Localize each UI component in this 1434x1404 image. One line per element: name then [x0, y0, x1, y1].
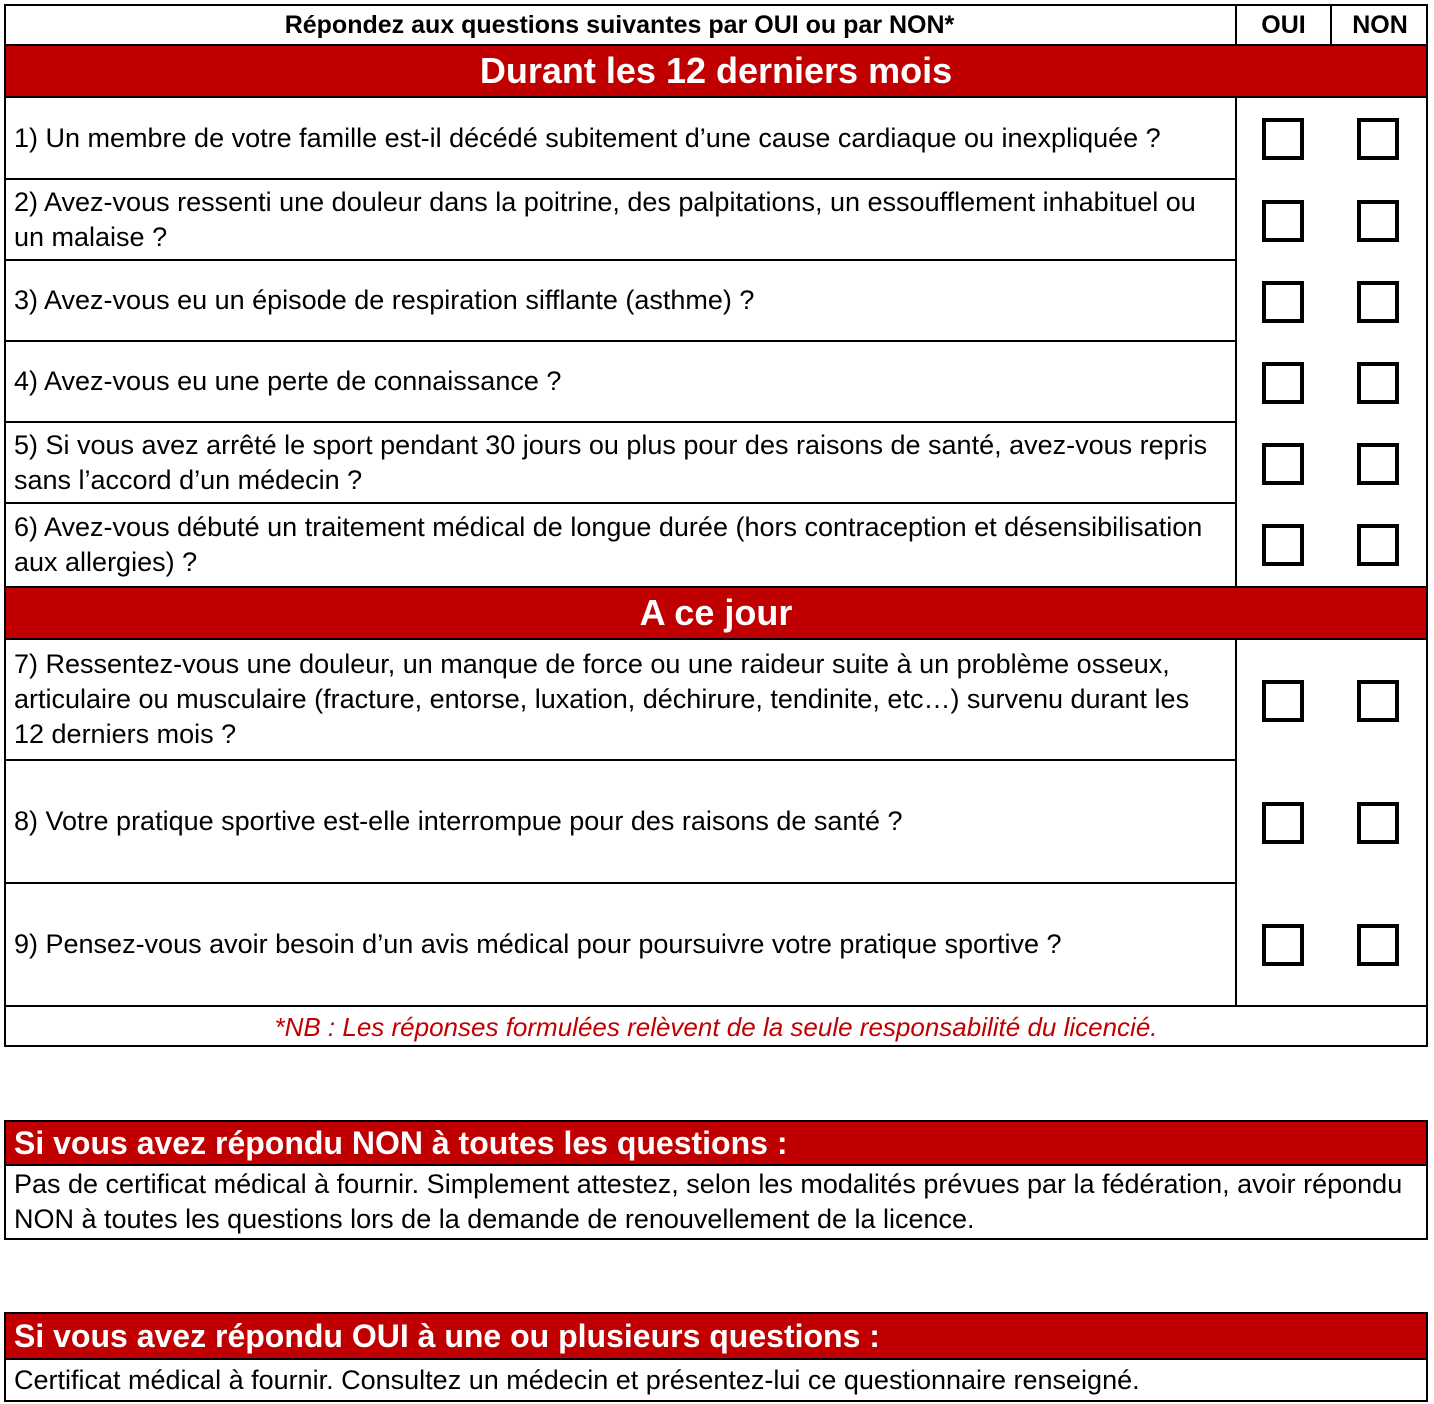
- outcome-all-no-title: Si vous avez répondu NON à toutes les questions :: [4, 1120, 1428, 1166]
- question-3-non-checkbox[interactable]: [1357, 281, 1399, 323]
- answer-cell: [1235, 761, 1428, 884]
- section-banner-today: A ce jour: [4, 586, 1428, 640]
- question-3-oui-checkbox[interactable]: [1262, 281, 1304, 323]
- outcome-all-no-box: [4, 1120, 1428, 1240]
- question-8-text: 8) Votre pratique sportive est-elle interrompue pour des raisons de santé ?: [4, 761, 1235, 884]
- question-row-2: [4, 180, 1428, 261]
- answer-cell: [1235, 504, 1428, 586]
- question-5-non-checkbox[interactable]: [1357, 443, 1399, 485]
- question-2-text: 2) Avez-vous ressenti une douleur dans la poitrine, des palpitations, un essoufflement inhabituel ou un malaise ?: [4, 180, 1235, 261]
- question-9-oui-checkbox[interactable]: [1262, 924, 1304, 966]
- question-1-non-checkbox[interactable]: [1357, 118, 1399, 160]
- question-row-9: [4, 884, 1428, 1005]
- question-6-non-checkbox[interactable]: [1357, 524, 1399, 566]
- question-8-non-checkbox[interactable]: [1357, 802, 1399, 844]
- question-9-text: 9) Pensez-vous avoir besoin d’un avis médical pour poursuivre votre pratique sportive ?: [14, 929, 1062, 959]
- answer-cell: [1235, 640, 1428, 761]
- question-1-oui-checkbox[interactable]: [1262, 118, 1304, 160]
- answer-cell: [1235, 884, 1428, 1005]
- questionnaire-table: [4, 4, 1428, 1047]
- answer-cell: [1235, 98, 1428, 180]
- outcome-any-yes-text: Certificat médical à fournir. Consultez un médecin et présentez-lui ce questionnaire renseigné.: [14, 1364, 1140, 1395]
- outcome-any-yes-title: Si vous avez répondu OUI à une ou plusieurs questions :: [4, 1312, 1428, 1360]
- column-header-oui: OUI: [1235, 4, 1330, 44]
- outcome-any-yes-box: [4, 1312, 1428, 1402]
- column-header-non: NON: [1330, 4, 1428, 44]
- question-3-text: 3) Avez-vous eu un épisode de respiration sifflante (asthme) ?: [4, 261, 1235, 342]
- instructions-header: Répondez aux questions suivantes par OUI ou par NON*: [284, 10, 955, 39]
- answer-cell: [1235, 180, 1428, 261]
- section-banner-last-12-months: Durant les 12 derniers mois: [4, 46, 1428, 98]
- answer-cell: [1235, 342, 1428, 423]
- question-5-text: 5) Si vous avez arrêté le sport pendant 30 jours ou plus pour des raisons de santé, avez-vous repris sans l’accord d’un médecin ?: [4, 423, 1235, 504]
- question-row-4: [4, 342, 1428, 423]
- question-row-6: [4, 504, 1428, 586]
- question-row-5: [4, 423, 1428, 504]
- question-row-8: [4, 761, 1428, 884]
- question-4-oui-checkbox[interactable]: [1262, 362, 1304, 404]
- question-row-3: [4, 261, 1428, 342]
- question-7-text: 7) Ressentez-vous une douleur, un manque de force ou une raideur suite à un problème osseux, articulaire ou musculaire (fracture, entorse, luxation, déchirure, tendinite, etc…) survenu durant les 12 derniers mois ?: [4, 640, 1235, 761]
- question-7-oui-checkbox[interactable]: [1262, 680, 1304, 722]
- question-6-oui-checkbox[interactable]: [1262, 524, 1304, 566]
- table-header-row: [4, 4, 1428, 46]
- question-4-non-checkbox[interactable]: [1357, 362, 1399, 404]
- question-4-text: 4) Avez-vous eu une perte de connaissance ?: [4, 342, 1235, 423]
- question-row-7: [4, 640, 1428, 761]
- question-7-non-checkbox[interactable]: [1357, 680, 1399, 722]
- question-2-non-checkbox[interactable]: [1357, 200, 1399, 242]
- question-9-non-checkbox[interactable]: [1357, 924, 1399, 966]
- question-2-oui-checkbox[interactable]: [1262, 200, 1304, 242]
- question-1-text: 1) Un membre de votre famille est-il décédé subitement d’une cause cardiaque ou inexpliquée ?: [4, 98, 1235, 180]
- responsibility-note: *NB : Les réponses formulées relèvent de la seule responsabilité du licencié.: [4, 1005, 1428, 1047]
- question-5-oui-checkbox[interactable]: [1262, 443, 1304, 485]
- question-row-1: [4, 98, 1428, 180]
- answer-cell: [1235, 423, 1428, 504]
- outcome-all-no-text: Pas de certificat médical à fournir. Simplement attestez, selon les modalités prévues par la fédération, avoir répondu NON à toutes les questions lors de la demande de renouvellement de la licence.: [14, 1169, 1403, 1234]
- question-6-text: 6) Avez-vous débuté un traitement médical de longue durée (hors contraception et désensibilisation aux allergies) ?: [14, 512, 1203, 577]
- question-8-oui-checkbox[interactable]: [1262, 802, 1304, 844]
- answer-cell: [1235, 261, 1428, 342]
